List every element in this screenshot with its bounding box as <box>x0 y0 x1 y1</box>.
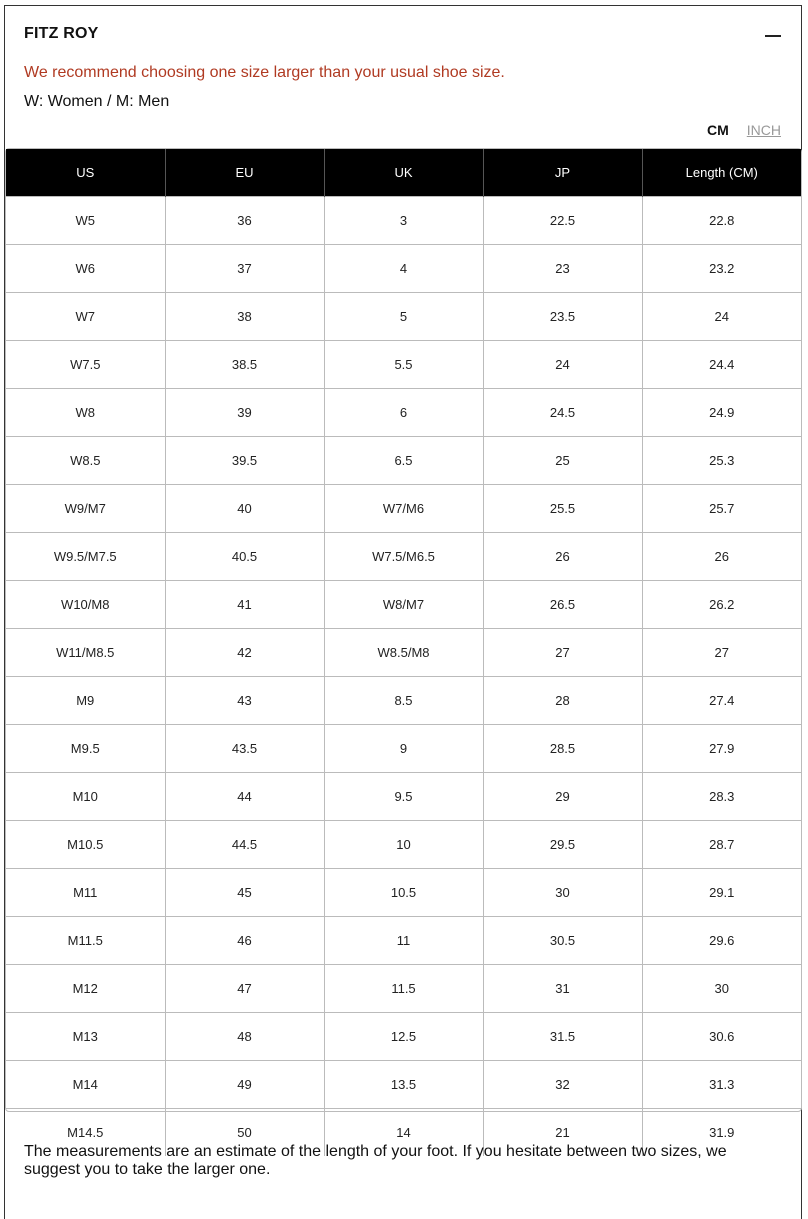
unit-toggle <box>707 122 781 138</box>
column-header: UK <box>324 149 483 197</box>
table-cell: 21 <box>483 1109 642 1157</box>
table-cell: M11.5 <box>6 917 165 965</box>
table-row <box>6 437 801 485</box>
minus-icon <box>765 35 781 37</box>
table-cell: 23.5 <box>483 293 642 341</box>
table-cell: 26.5 <box>483 581 642 629</box>
table-cell: 31.3 <box>642 1061 801 1109</box>
column-header: JP <box>483 149 642 197</box>
column-header: EU <box>165 149 324 197</box>
table-cell: 42 <box>165 629 324 677</box>
table-cell: W7.5 <box>6 341 165 389</box>
table-row <box>6 869 801 917</box>
table-cell: 28.7 <box>642 821 801 869</box>
table-cell: 26 <box>483 533 642 581</box>
table-cell: W8/M7 <box>324 581 483 629</box>
table-cell: 48 <box>165 1013 324 1061</box>
table-cell: 26 <box>642 533 801 581</box>
unit-cm-toggle[interactable]: CM <box>706 122 729 138</box>
table-cell: 5.5 <box>324 341 483 389</box>
table-cell: 40 <box>165 485 324 533</box>
table-cell: W7 <box>6 293 165 341</box>
size-recommendation: We recommend choosing one size larger than your usual shoe size. <box>24 64 505 81</box>
collapse-button[interactable] <box>765 28 783 44</box>
table-cell: 3 <box>324 197 483 245</box>
table-cell: 27.4 <box>642 677 801 725</box>
table-cell: 6 <box>324 389 483 437</box>
column-header: Length (CM) <box>642 149 801 197</box>
table-cell: 44.5 <box>165 821 324 869</box>
table-cell: 27 <box>642 629 801 677</box>
table-row <box>6 485 801 533</box>
product-title: FITZ ROY <box>24 25 99 42</box>
table-cell: M9 <box>6 677 165 725</box>
table-row <box>6 773 801 821</box>
table-cell: 9 <box>324 725 483 773</box>
table-row <box>6 629 801 677</box>
table-row <box>6 533 801 581</box>
table-cell: 11 <box>324 917 483 965</box>
table-cell: 31.9 <box>642 1109 801 1157</box>
table-cell: 41 <box>165 581 324 629</box>
table-cell: 50 <box>165 1109 324 1157</box>
table-cell: 43 <box>165 677 324 725</box>
table-cell: 37 <box>165 245 324 293</box>
size-table-container <box>5 148 802 1140</box>
table-cell: 49 <box>165 1061 324 1109</box>
table-cell: W8 <box>6 389 165 437</box>
table-cell: 22.5 <box>483 197 642 245</box>
table-cell: 30.5 <box>483 917 642 965</box>
table-cell: 39.5 <box>165 437 324 485</box>
table-row <box>6 197 801 245</box>
table-cell: 23.2 <box>642 245 801 293</box>
table-cell: 29.6 <box>642 917 801 965</box>
table-cell: 24.5 <box>483 389 642 437</box>
table-cell: 5 <box>324 293 483 341</box>
table-cell: 6.5 <box>324 437 483 485</box>
table-cell: 8.5 <box>324 677 483 725</box>
table-cell: 46 <box>165 917 324 965</box>
table-cell: W9.5/M7.5 <box>6 533 165 581</box>
table-cell: 31 <box>483 965 642 1013</box>
table-cell: 23 <box>483 245 642 293</box>
table-cell: M14.5 <box>6 1109 165 1157</box>
table-cell: 28.3 <box>642 773 801 821</box>
table-cell: 28.5 <box>483 725 642 773</box>
table-cell: 39 <box>165 389 324 437</box>
table-cell: 27.9 <box>642 725 801 773</box>
table-cell: 30 <box>483 869 642 917</box>
table-cell: 10.5 <box>324 869 483 917</box>
table-cell: 43.5 <box>165 725 324 773</box>
table-cell: 12.5 <box>324 1013 483 1061</box>
table-row <box>6 917 801 965</box>
table-row <box>6 389 801 437</box>
table-cell: 29.5 <box>483 821 642 869</box>
table-cell: W6 <box>6 245 165 293</box>
table-cell: 4 <box>324 245 483 293</box>
table-cell: M14 <box>6 1061 165 1109</box>
table-cell: 38.5 <box>165 341 324 389</box>
table-cell: W7/M6 <box>324 485 483 533</box>
table-cell: 11.5 <box>324 965 483 1013</box>
table-row <box>6 1061 801 1109</box>
table-cell: 13.5 <box>324 1061 483 1109</box>
table-cell: 40.5 <box>165 533 324 581</box>
table-cell: 47 <box>165 965 324 1013</box>
table-cell: 10 <box>324 821 483 869</box>
table-row <box>6 821 801 869</box>
table-cell: 24.9 <box>642 389 801 437</box>
table-cell: 25.7 <box>642 485 801 533</box>
table-row <box>6 245 801 293</box>
table-cell: M13 <box>6 1013 165 1061</box>
table-body <box>6 197 801 1157</box>
table-cell: 45 <box>165 869 324 917</box>
table-cell: 14 <box>324 1109 483 1157</box>
table-cell: W10/M8 <box>6 581 165 629</box>
measurement-note: The measurements are an estimate of the length of your foot. If you hesitate between two sizes, we suggest you to take the larger one. <box>24 1143 727 1178</box>
table-cell: 29.1 <box>642 869 801 917</box>
unit-inch-toggle[interactable]: INCH <box>746 122 781 138</box>
table-cell: 29 <box>483 773 642 821</box>
table-cell: 24 <box>483 341 642 389</box>
table-cell: 30.6 <box>642 1013 801 1061</box>
table-cell: M9.5 <box>6 725 165 773</box>
table-cell: W9/M7 <box>6 485 165 533</box>
table-cell: 25 <box>483 437 642 485</box>
table-cell: 30 <box>642 965 801 1013</box>
column-header: US <box>6 149 165 197</box>
table-row <box>6 581 801 629</box>
size-table <box>6 149 801 1156</box>
table-row <box>6 1013 801 1061</box>
table-cell: 32 <box>483 1061 642 1109</box>
table-cell: M11 <box>6 869 165 917</box>
table-row <box>6 965 801 1013</box>
table-cell: W5 <box>6 197 165 245</box>
table-cell: 44 <box>165 773 324 821</box>
table-row <box>6 341 801 389</box>
table-cell: 9.5 <box>324 773 483 821</box>
gender-legend: W: Women / M: Men <box>24 93 170 110</box>
table-cell: W8.5/M8 <box>324 629 483 677</box>
table-cell: M12 <box>6 965 165 1013</box>
table-cell: 24 <box>642 293 801 341</box>
table-cell: 38 <box>165 293 324 341</box>
table-cell: 31.5 <box>483 1013 642 1061</box>
table-row <box>6 677 801 725</box>
table-cell: 28 <box>483 677 642 725</box>
table-cell: M10 <box>6 773 165 821</box>
table-cell: M10.5 <box>6 821 165 869</box>
table-cell: 36 <box>165 197 324 245</box>
table-row <box>6 725 801 773</box>
table-cell: 25.5 <box>483 485 642 533</box>
table-cell: 27 <box>483 629 642 677</box>
table-cell: W11/M8.5 <box>6 629 165 677</box>
table-cell: 26.2 <box>642 581 801 629</box>
size-guide-panel <box>4 5 802 1219</box>
table-cell: W8.5 <box>6 437 165 485</box>
table-row <box>6 293 801 341</box>
table-cell: 25.3 <box>642 437 801 485</box>
table-cell: 24.4 <box>642 341 801 389</box>
table-cell: 22.8 <box>642 197 801 245</box>
table-cell: W7.5/M6.5 <box>324 533 483 581</box>
table-header-row <box>6 149 801 197</box>
